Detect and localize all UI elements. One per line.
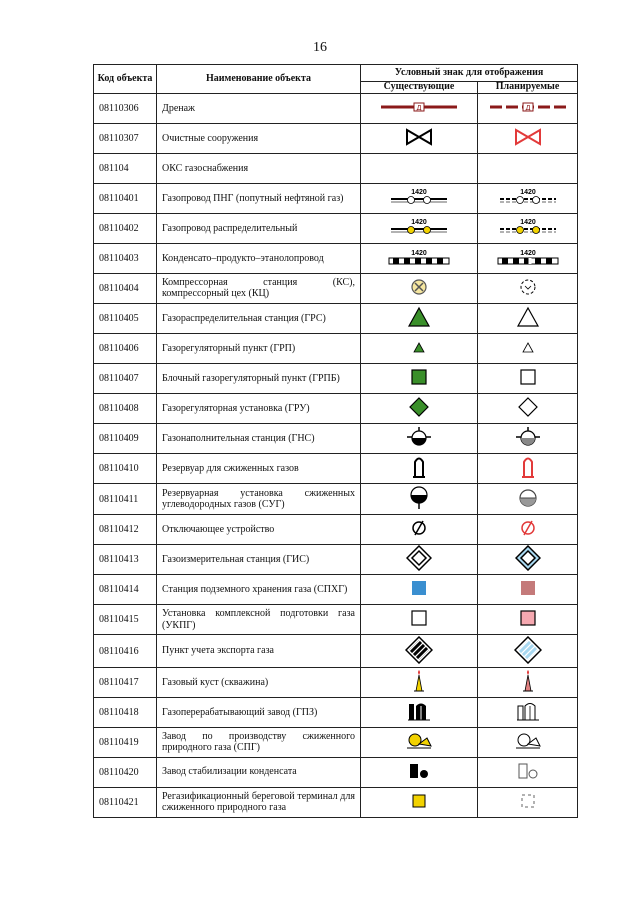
symbol-planned — [478, 393, 578, 423]
symbol-existing — [361, 757, 478, 787]
symbol-planned — [478, 333, 578, 363]
existing-shutoff-device-icon — [409, 518, 429, 538]
table-row — [94, 605, 578, 635]
planned-gas-regulating-point-icon — [520, 340, 536, 354]
object-code: 08110415 — [94, 605, 157, 635]
symbol-existing — [361, 123, 478, 153]
symbol-planned — [478, 213, 578, 243]
symbol-existing — [361, 635, 478, 668]
table-header-row — [94, 65, 578, 82]
object-name: Установка комплексной подготовки газа (УКПГ) — [157, 605, 361, 635]
planned-lng-plant-icon — [514, 730, 542, 752]
planned-gas-metering-station-icon — [515, 545, 541, 571]
planned-regasification-terminal-icon — [519, 793, 537, 809]
planned-apg-pipeline-icon — [490, 186, 566, 208]
svg-text:1420: 1420 — [519, 218, 536, 226]
object-code: 08110416 — [94, 635, 157, 668]
object-name: Завод по производству сжиженного природного газа (СПГ) — [157, 727, 361, 757]
object-code: 08110412 — [94, 514, 157, 544]
svg-text:Д: Д — [525, 104, 530, 112]
existing-gas-treatment-unit-icon — [410, 609, 428, 627]
table-row — [94, 757, 578, 787]
svg-text:1420: 1420 — [411, 218, 427, 226]
planned-underground-storage-icon — [519, 579, 537, 597]
object-code: 08110409 — [94, 423, 157, 453]
table-row — [94, 303, 578, 333]
object-name: Газонаполнительная станция (ГНС) — [157, 423, 361, 453]
planned-drainage-icon — [488, 101, 568, 113]
table-row — [94, 727, 578, 757]
existing-gas-distribution-station-icon — [407, 306, 431, 328]
symbol-planned — [478, 635, 578, 668]
table-row — [94, 333, 578, 363]
symbol-existing — [361, 727, 478, 757]
symbol-existing — [361, 94, 478, 124]
object-code: 08110404 — [94, 273, 157, 303]
symbol-planned — [478, 544, 578, 575]
table-row — [94, 544, 578, 575]
symbol-planned — [478, 453, 578, 484]
object-code: 08110419 — [94, 727, 157, 757]
table-row — [94, 453, 578, 484]
table-row — [94, 787, 578, 817]
object-name: Блочный газорегуляторный пункт (ГРПБ) — [157, 363, 361, 393]
object-code: 08110413 — [94, 544, 157, 575]
existing-lpg-tank-unit-icon — [408, 485, 430, 511]
symbol-existing — [361, 453, 478, 484]
planned-distribution-pipeline-icon — [490, 216, 566, 238]
symbol-planned — [478, 183, 578, 213]
symbol-existing — [361, 514, 478, 544]
existing-condensate-plant-icon — [406, 761, 432, 781]
existing-gas-metering-station-icon — [406, 545, 432, 571]
table-row — [94, 635, 578, 668]
symbol-planned — [478, 153, 578, 183]
object-name: Конденсато–продукто–этанолопровод — [157, 243, 361, 273]
planned-gas-processing-plant-icon — [515, 700, 541, 722]
symbol-existing — [361, 363, 478, 393]
planned-condensate-plant-icon — [515, 761, 541, 781]
object-name: Очистные сооружения — [157, 123, 361, 153]
symbol-existing — [361, 544, 478, 575]
object-code: 08110421 — [94, 787, 157, 817]
existing-gas-well-icon — [412, 669, 426, 693]
object-code: 08110307 — [94, 123, 157, 153]
table-row — [94, 243, 578, 273]
symbol-planned — [478, 514, 578, 544]
svg-text:1420: 1420 — [411, 188, 427, 196]
object-name: Регазификационный береговой терминал для сжиженного природного газа — [157, 787, 361, 817]
object-name: ОКС газоснабжения — [157, 153, 361, 183]
symbol-existing — [361, 183, 478, 213]
existing-drainage-icon — [379, 101, 459, 113]
symbol-planned — [478, 575, 578, 605]
object-code: 08110408 — [94, 393, 157, 423]
symbol-planned — [478, 697, 578, 727]
object-code: 08110403 — [94, 243, 157, 273]
existing-gas-regulating-point-icon — [411, 340, 427, 354]
existing-underground-storage-icon — [410, 579, 428, 597]
planned-export-metering-icon — [514, 636, 542, 664]
table-row — [94, 575, 578, 605]
svg-text:1420: 1420 — [519, 188, 536, 196]
existing-compressor-station-icon — [409, 277, 429, 297]
header-symbol: Условный знак для отображения — [361, 65, 578, 82]
table-row — [94, 697, 578, 727]
object-name: Компрессорная станция (КС), компрессорный цех (КЦ) — [157, 273, 361, 303]
object-name: Газоперерабатывающий завод (ГПЗ) — [157, 697, 361, 727]
planned-lpg-tank-unit-icon — [517, 487, 539, 509]
object-name: Завод стабилизации конденсата — [157, 757, 361, 787]
symbol-existing — [361, 153, 478, 183]
table-row — [94, 423, 578, 453]
legend-table — [93, 64, 578, 818]
object-code: 08110401 — [94, 183, 157, 213]
symbol-existing — [361, 667, 478, 697]
header-existing: Существующие — [361, 82, 478, 94]
object-code: 08110306 — [94, 94, 157, 124]
symbol-existing — [361, 273, 478, 303]
object-name: Газоизмерительная станция (ГИС) — [157, 544, 361, 575]
table-row — [94, 393, 578, 423]
planned-block-gas-regulating-point-icon — [518, 367, 538, 387]
existing-export-metering-icon — [405, 636, 433, 664]
table-row — [94, 183, 578, 213]
object-code: 08110418 — [94, 697, 157, 727]
object-code: 08110406 — [94, 333, 157, 363]
table-row — [94, 153, 578, 183]
symbol-existing — [361, 333, 478, 363]
planned-lpg-tank-icon — [520, 454, 536, 480]
symbol-planned — [478, 727, 578, 757]
object-name: Отключающее устройство — [157, 514, 361, 544]
svg-text:1420: 1420 — [519, 249, 536, 257]
existing-treatment-facilities-icon — [404, 128, 434, 146]
symbol-planned — [478, 787, 578, 817]
object-name: Пункт учета экспорта газа — [157, 635, 361, 668]
object-name: Газопровод ПНГ (попутный нефтяной газ) — [157, 183, 361, 213]
symbol-existing — [361, 605, 478, 635]
symbol-existing — [361, 243, 478, 273]
object-code: 08110402 — [94, 213, 157, 243]
header-code: Код объекта — [94, 65, 157, 94]
table-row — [94, 273, 578, 303]
symbol-planned — [478, 273, 578, 303]
planned-gas-treatment-unit-icon — [519, 609, 537, 627]
symbol-existing — [361, 423, 478, 453]
object-name: Газопровод распределительный — [157, 213, 361, 243]
symbol-existing — [361, 484, 478, 515]
table-row — [94, 213, 578, 243]
planned-gas-distribution-station-icon — [516, 306, 540, 328]
header-name: Наименование объекта — [157, 65, 361, 94]
existing-condensate-pipeline-icon — [381, 247, 457, 267]
object-name: Резервуар для сжиженных газов — [157, 453, 361, 484]
planned-shutoff-device-icon — [518, 518, 538, 538]
symbol-existing — [361, 575, 478, 605]
existing-lng-plant-icon — [405, 730, 433, 752]
object-code: 08110417 — [94, 667, 157, 697]
symbol-planned — [478, 757, 578, 787]
planned-compressor-station-icon — [518, 277, 538, 297]
header-planned: Планируемые — [478, 82, 578, 94]
symbol-existing — [361, 787, 478, 817]
object-code: 081104 — [94, 153, 157, 183]
planned-gas-filling-station-icon — [514, 425, 542, 449]
svg-text:1420: 1420 — [411, 249, 427, 257]
table-row — [94, 667, 578, 697]
symbol-planned — [478, 363, 578, 393]
object-name: Дренаж — [157, 94, 361, 124]
symbol-existing — [361, 303, 478, 333]
table-row — [94, 484, 578, 515]
object-name: Резервуарная установка сжиженных углеводородных газов (СУГ) — [157, 484, 361, 515]
symbol-planned — [478, 605, 578, 635]
symbol-planned — [478, 243, 578, 273]
object-code: 08110405 — [94, 303, 157, 333]
symbol-existing — [361, 213, 478, 243]
existing-gas-processing-plant-icon — [406, 700, 432, 722]
symbol-planned — [478, 484, 578, 515]
object-code: 08110407 — [94, 363, 157, 393]
symbol-existing — [361, 697, 478, 727]
existing-distribution-pipeline-icon — [381, 216, 457, 238]
symbol-planned — [478, 303, 578, 333]
existing-gas-filling-station-icon — [405, 425, 433, 449]
object-code: 08110410 — [94, 453, 157, 484]
symbol-planned — [478, 94, 578, 124]
existing-apg-pipeline-icon — [381, 186, 457, 208]
table-row — [94, 94, 578, 124]
object-code: 08110414 — [94, 575, 157, 605]
table-row — [94, 514, 578, 544]
existing-regasification-terminal-icon — [410, 793, 428, 809]
object-name: Газорегуляторная установка (ГРУ) — [157, 393, 361, 423]
object-name: Газорегуляторный пункт (ГРП) — [157, 333, 361, 363]
page-number: 16 — [313, 40, 327, 55]
symbol-planned — [478, 667, 578, 697]
planned-condensate-pipeline-icon — [490, 247, 566, 267]
table-row — [94, 363, 578, 393]
symbol-planned — [478, 123, 578, 153]
symbol-existing — [361, 393, 478, 423]
existing-block-gas-regulating-point-icon — [409, 367, 429, 387]
symbol-planned — [478, 423, 578, 453]
planned-treatment-facilities-icon — [513, 128, 543, 146]
object-name: Газораспределительная станция (ГРС) — [157, 303, 361, 333]
table-row — [94, 123, 578, 153]
planned-gas-well-icon — [521, 669, 535, 693]
planned-gas-regulating-unit-icon — [517, 396, 539, 418]
existing-lpg-tank-icon — [411, 454, 427, 480]
object-name: Станция подземного хранения газа (СПХГ) — [157, 575, 361, 605]
existing-gas-regulating-unit-icon — [408, 396, 430, 418]
svg-text:Д: Д — [416, 104, 422, 112]
object-name: Газовый куст (скважина) — [157, 667, 361, 697]
object-code: 08110420 — [94, 757, 157, 787]
object-code: 08110411 — [94, 484, 157, 515]
